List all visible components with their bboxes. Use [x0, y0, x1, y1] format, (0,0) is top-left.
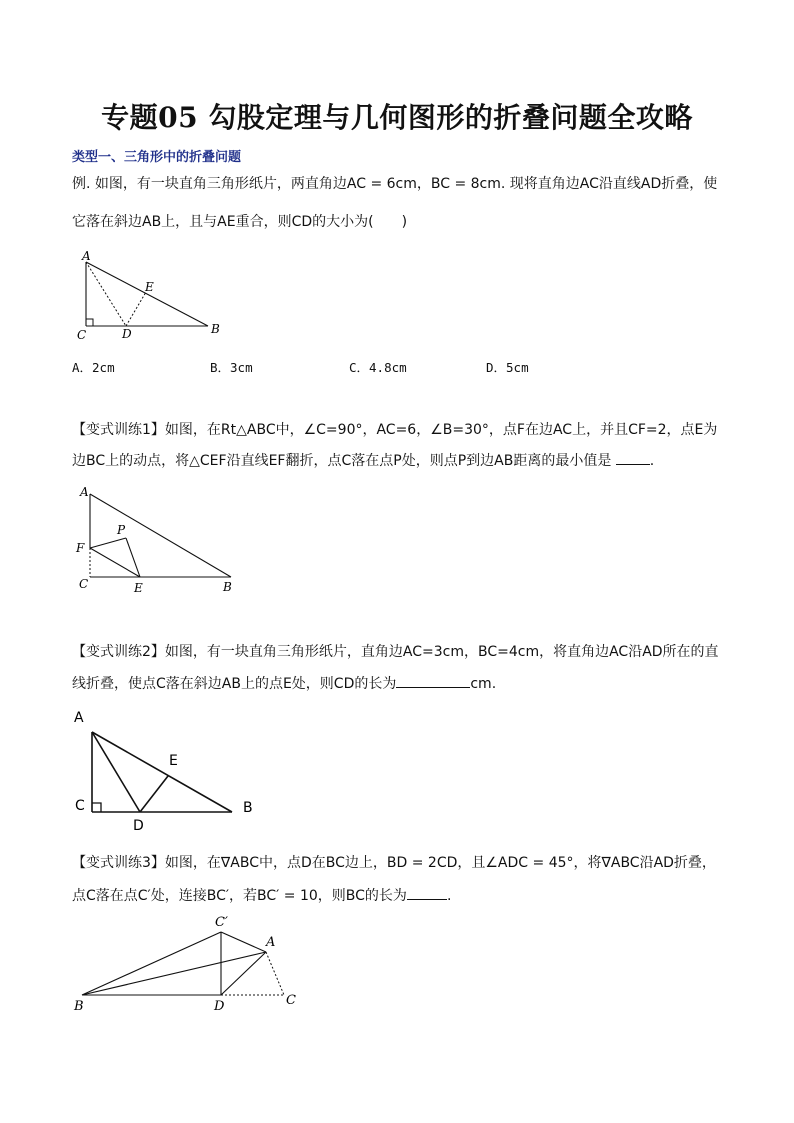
label-c-prime: C′ [215, 915, 228, 930]
label-e: E [145, 280, 154, 294]
label-a: A [80, 485, 89, 499]
option-b: B．3cm [210, 360, 253, 375]
label-b: B [223, 580, 232, 594]
option-d: D．5cm [486, 360, 529, 375]
label-c: C [286, 993, 296, 1008]
segment-ad [221, 952, 266, 995]
example-text-line-1: 例. 如图，有一块直角三角形纸片，两直角边AC = 6cm，BC = 8cm. 现将直角边AC沿直线AD折叠，使 [72, 176, 718, 192]
label-a: A [74, 710, 84, 726]
label-a: A [266, 935, 276, 950]
example-text-line-2: 它落在斜边AB上，且与AE重合，则CD的大小为( ) [72, 214, 408, 230]
label-c: C [75, 798, 85, 814]
ex1-text-line-2-end: . [649, 453, 655, 469]
segment-ac-dashed [266, 952, 284, 995]
label-d: D [133, 818, 144, 834]
label-b: B [243, 800, 253, 816]
option-c: C．4.8cm [349, 360, 407, 375]
label-e: E [134, 581, 143, 595]
ex3-text-line-2-end: . [446, 888, 452, 904]
label-d: D [214, 999, 225, 1014]
segment-ba [82, 952, 266, 995]
section-heading: 类型一、三角形中的折叠问题 [72, 150, 242, 165]
label-d: D [122, 327, 132, 341]
label-b: B [74, 999, 84, 1014]
label-b: B [211, 322, 220, 336]
segment-c1a [221, 932, 266, 952]
ex2-text-line-1: 【变式训练2】如图，有一块直角三角形纸片，直角边AC=3cm，BC=4cm，将直角边AC沿AD所在的直 [72, 644, 719, 660]
label-c: C [79, 577, 89, 591]
ex3-text-line-1: 【变式训练3】如图，在∇ABC中，点D在BC边上，BD = 2CD，且∠ADC = 45°，将∇ABC沿AD折叠， [72, 855, 716, 871]
ex2-text-line-2-main: 线折叠，使点C落在斜边AB上的点E处，则CD的长为 [72, 676, 397, 692]
label-c: C [77, 328, 87, 342]
page-title: 专题05 勾股定理与几何图形的折叠问题全攻略 [101, 101, 693, 134]
label-a: A [82, 249, 91, 263]
ex1-text-line-1: 【变式训练1】如图，在Rt△ABC中，∠C=90°，AC=6，∠B=30°，点F在边AC上，并且CF=2，点E为 [72, 422, 718, 438]
ex1-text-line-2-main: 边BC上的动点，将△CEF沿直线EF翻折，点C落在点P处，则点P到边AB距离的最小值是 [72, 453, 612, 469]
ex2-text-line-2-end: cm. [470, 676, 497, 692]
segment-bc1 [82, 932, 221, 995]
ex3-text-line-2-main: 点C落在点C′处，连接BC′，若BC′ = 10，则BC的长为 [72, 888, 407, 904]
option-a: A．2cm [72, 360, 115, 375]
label-f: F [76, 541, 85, 555]
label-e: E [169, 753, 178, 769]
label-p: P [117, 523, 126, 537]
